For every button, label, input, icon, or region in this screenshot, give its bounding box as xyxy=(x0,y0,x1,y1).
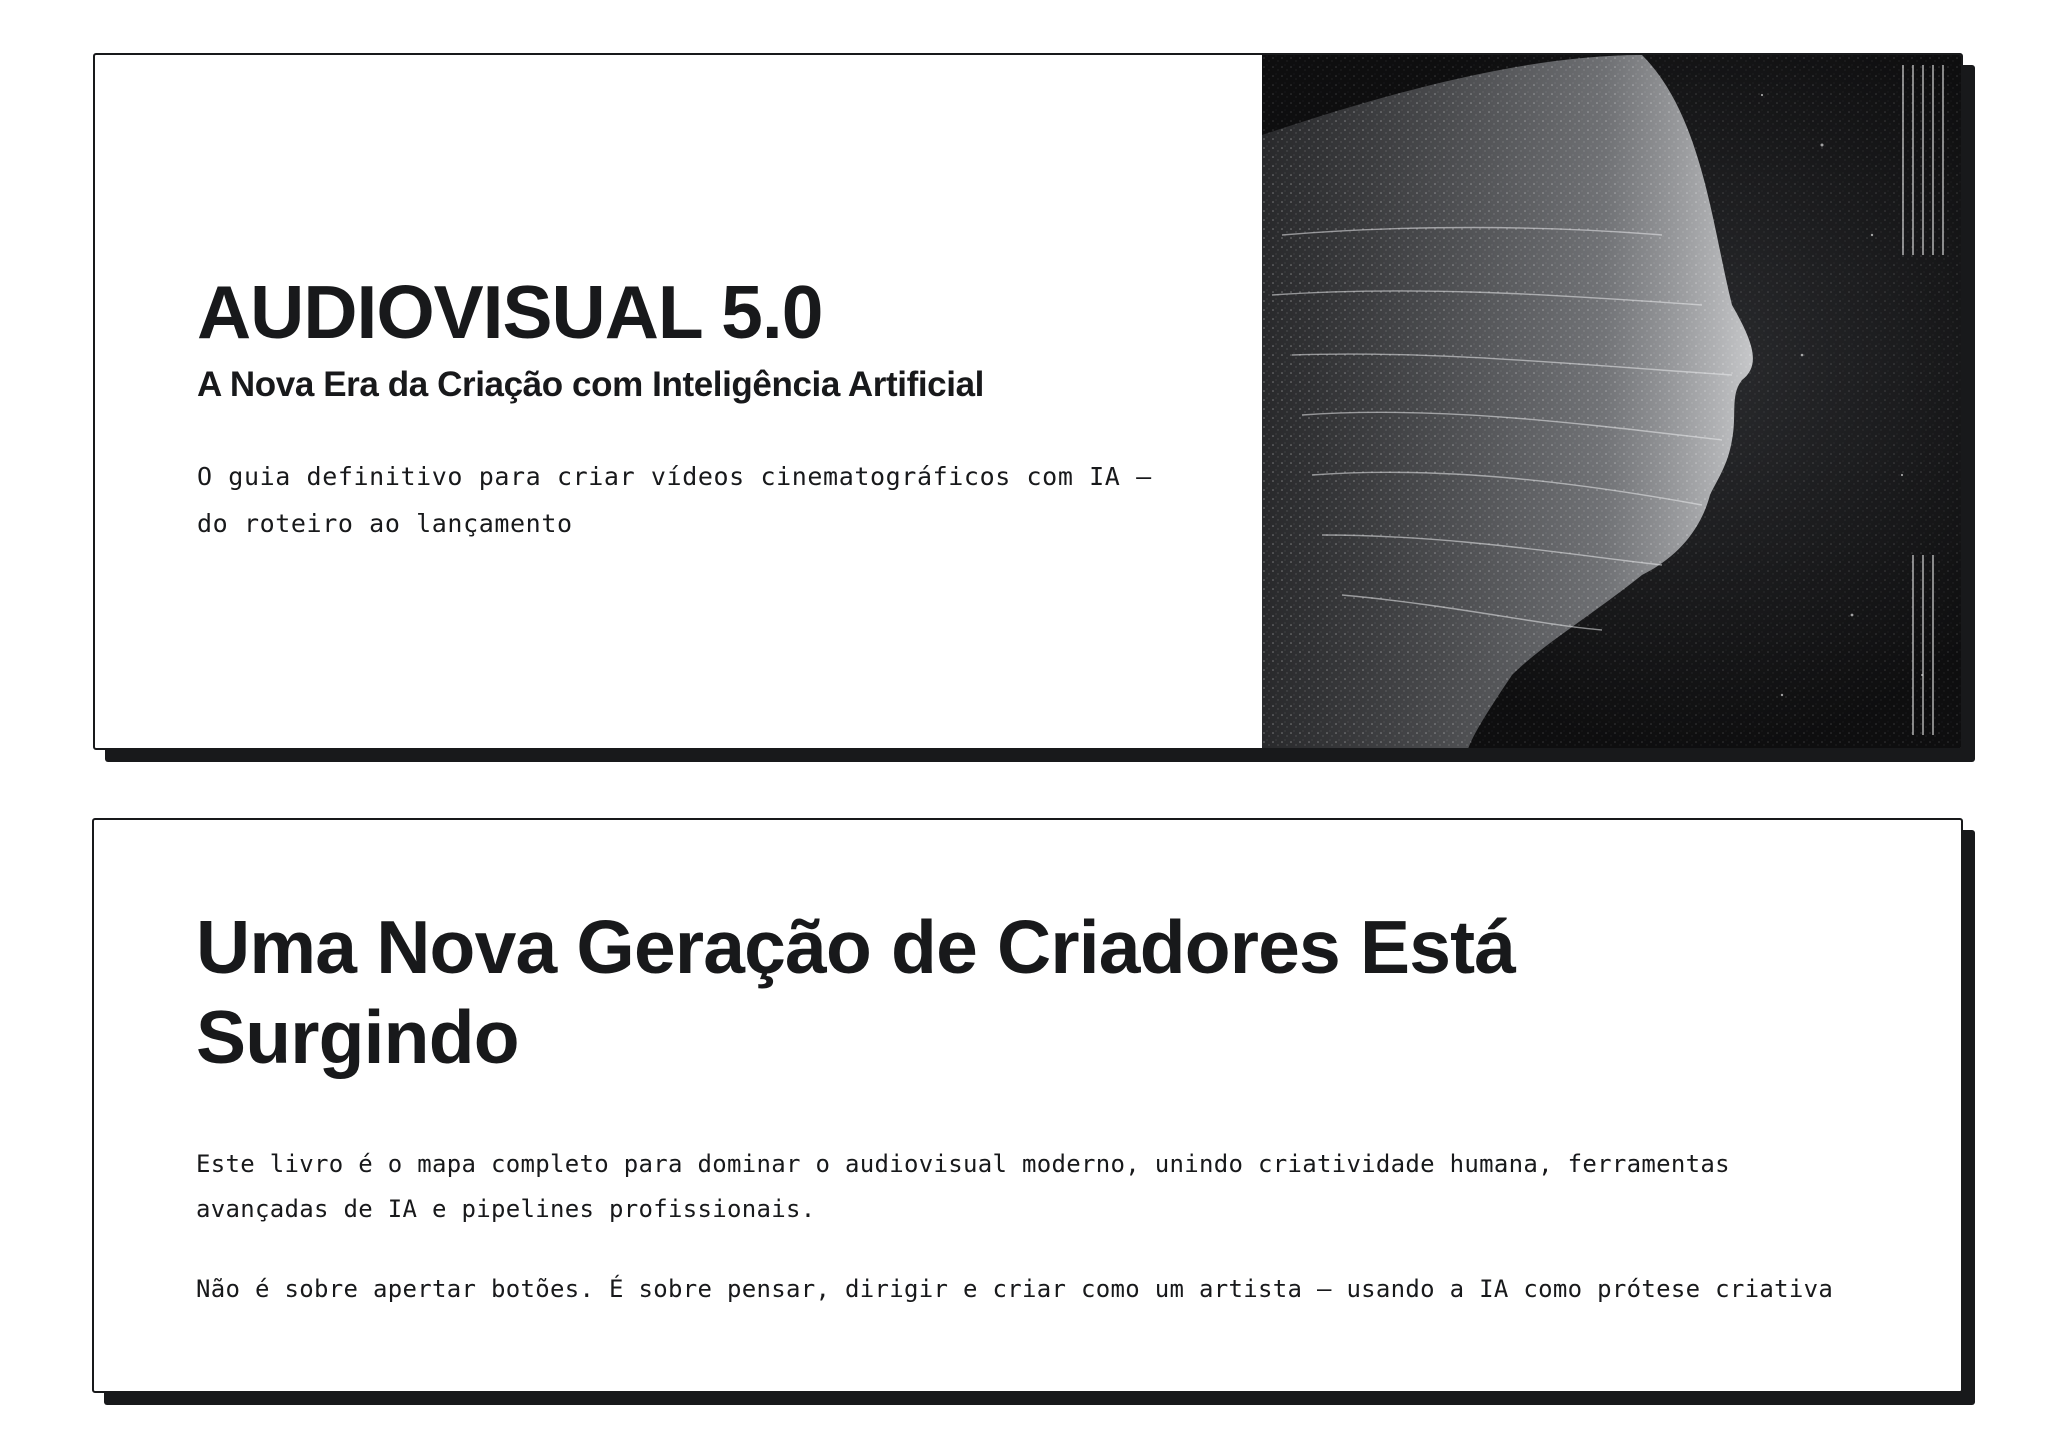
hero-title: AUDIOVISUAL 5.0 xyxy=(197,270,823,354)
particle-face-illustration xyxy=(1262,55,1963,750)
hero-text-block xyxy=(197,55,1257,748)
hero-image xyxy=(1262,55,1963,750)
intro-title: Uma Nova Geração de Criadores Está Surgindo xyxy=(196,905,1516,1079)
hero-description: O guia definitivo para criar vídeos cinematográficos com IA — do roteiro ao lançamento xyxy=(197,462,1152,538)
hero-card xyxy=(93,53,1963,750)
intro-paragraph: Não é sobre apertar botões. É sobre pensar, dirigir e criar como um artista — usando a IA como prótese criativa xyxy=(196,1275,1834,1303)
intro-card xyxy=(92,818,1963,1393)
intro-paragraph: Este livro é o mapa completo para dominar o audiovisual moderno, unindo criatividade humana, ferramentas avançadas de IA e pipelines profissionais. xyxy=(196,1150,1730,1223)
hero-subtitle: A Nova Era da Criação com Inteligência Artificial xyxy=(197,365,984,404)
